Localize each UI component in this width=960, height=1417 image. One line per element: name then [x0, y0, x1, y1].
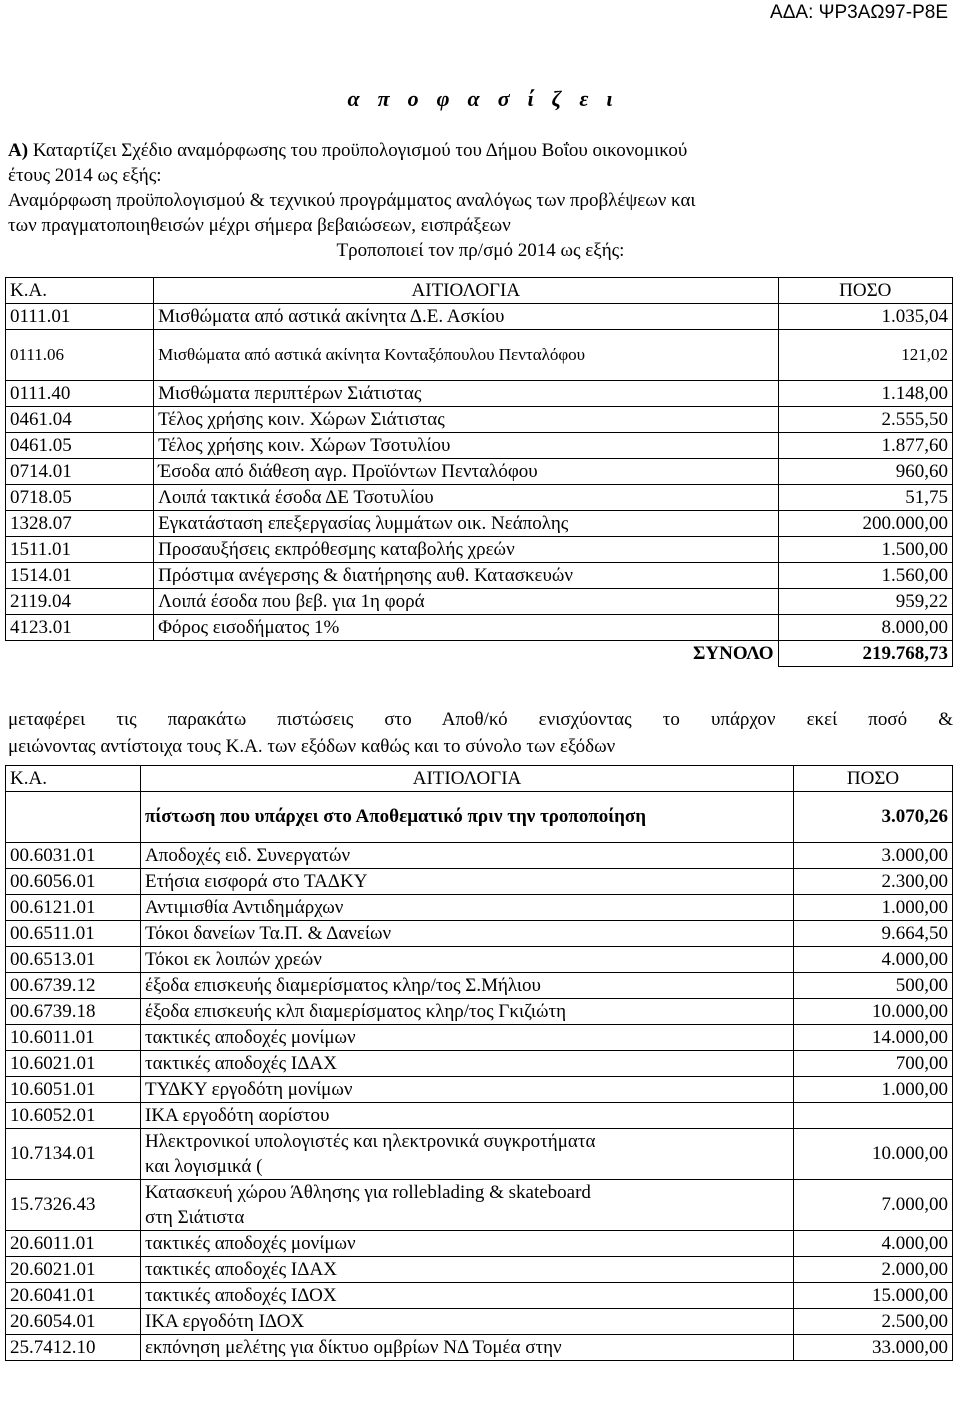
row-description: Μισθώματα περιπτέρων Σιάτιστας	[154, 381, 778, 407]
row-amount: 1.000,00	[794, 1077, 953, 1103]
row-code: 00.6513.01	[6, 947, 141, 973]
row-amount: 121,02	[778, 330, 953, 381]
row-description: ΙΚΑ εργοδότη ΙΔΟΧ	[141, 1309, 794, 1335]
row-amount: 2.300,00	[794, 869, 953, 895]
row-amount: 3.000,00	[794, 843, 953, 869]
row-code: 00.6121.01	[6, 895, 141, 921]
intro-line: Αναμόρφωση προϋπολογισμού & τεχνικού προγράμματος αναλόγως των προβλέψεων και	[8, 190, 696, 211]
row-code: 00.6511.01	[6, 921, 141, 947]
row-amount: 4.000,00	[794, 947, 953, 973]
table-header-row	[6, 766, 953, 792]
row-code: 1511.01	[6, 537, 154, 563]
table-row	[6, 381, 953, 407]
heading-letter: α	[467, 86, 480, 111]
table-row	[6, 1283, 953, 1309]
row-code: 00.6739.18	[6, 999, 141, 1025]
transfer-paragraph	[8, 706, 953, 760]
table-row	[6, 1231, 953, 1257]
row-amount: 2.500,00	[794, 1309, 953, 1335]
intro-line	[8, 138, 953, 163]
row-code: 25.7412.10	[6, 1335, 141, 1361]
row-amount: 10.000,00	[794, 1129, 953, 1180]
row-amount: 1.877,60	[778, 433, 953, 459]
row-amount: 9.664,50	[794, 921, 953, 947]
row-amount: 1.148,00	[778, 381, 953, 407]
reserve-table	[5, 765, 953, 1361]
row-description: ΤΥΔΚΥ εργοδότη μονίμων	[141, 1077, 794, 1103]
row-amount: 3.070,26	[794, 792, 953, 843]
row-code: 00.6031.01	[6, 843, 141, 869]
column-header-amount: ΠΟΣΟ	[778, 278, 953, 304]
table-row	[6, 511, 953, 537]
row-description: Τέλος χρήσης κοιν. Χώρων Σιάτιστας	[154, 407, 778, 433]
row-description: Τέλος χρήσης κοιν. Χώρων Τσοτυλίου	[154, 433, 778, 459]
row-description: Λοιπά τακτικά έσοδα ΔΕ Τσοτυλίου	[154, 485, 778, 511]
row-code: 15.7326.43	[6, 1180, 141, 1231]
heading-letter: ί	[527, 86, 534, 111]
total-row	[6, 641, 953, 667]
row-amount: 10.000,00	[794, 999, 953, 1025]
table-row	[6, 843, 953, 869]
row-description: τακτικές αποδοχές ΙΔΑΧ	[141, 1051, 794, 1077]
table-row	[6, 1025, 953, 1051]
row-code: 00.6056.01	[6, 869, 141, 895]
heading-letter: ζ	[551, 86, 562, 111]
document-code: ΑΔΑ: ΨΡ3ΑΩ97-Ρ8Ε	[770, 2, 948, 23]
row-description: Έσοδα από διάθεση αγρ. Προϊόντων Πενταλόφου	[154, 459, 778, 485]
row-code: 0461.05	[6, 433, 154, 459]
row-code: 10.7134.01	[6, 1129, 141, 1180]
row-description: Ηλεκτρονικοί υπολογιστές και ηλεκτρονικά συγκροτήματα και λογισμικά (	[141, 1129, 794, 1180]
row-code: 10.6021.01	[6, 1051, 141, 1077]
transfer-line: μειώνοντας αντίστοιχα τους Κ.Α. των εξόδων καθώς και το σύνολο των εξόδων	[8, 736, 616, 757]
row-amount: 1.035,04	[778, 304, 953, 330]
row-description: Προσαυξήσεις εκπρόθεσμης καταβολής χρεών	[154, 537, 778, 563]
table-row	[6, 330, 953, 381]
table-row	[6, 895, 953, 921]
row-description: πίστωση που υπάρχει στο Αποθεματικό πριν την τροποποίηση	[141, 792, 794, 843]
row-code: 00.6739.12	[6, 973, 141, 999]
row-amount: 959,22	[778, 589, 953, 615]
row-description: Τόκοι εκ λοιπών χρεών	[141, 947, 794, 973]
table-row	[6, 433, 953, 459]
row-code: 1328.07	[6, 511, 154, 537]
table-row	[6, 869, 953, 895]
table-row	[6, 947, 953, 973]
row-amount: 960,60	[778, 459, 953, 485]
row-amount: 51,75	[778, 485, 953, 511]
row-code: 0111.01	[6, 304, 154, 330]
table-row	[6, 407, 953, 433]
row-code: 0718.05	[6, 485, 154, 511]
revenue-table	[5, 277, 953, 667]
total-spacer	[6, 641, 154, 667]
heading-letter: π	[377, 86, 390, 111]
row-amount: 7.000,00	[794, 1180, 953, 1231]
row-code: 10.6051.01	[6, 1077, 141, 1103]
row-description: Αποδοχές ειδ. Συνεργατών	[141, 843, 794, 869]
table-row	[6, 1103, 953, 1129]
intro-subtitle: Τροποποιεί τον πρ/σμό 2014 ως εξής:	[336, 240, 625, 261]
table-row	[6, 1077, 953, 1103]
table-row	[6, 537, 953, 563]
row-code: 0714.01	[6, 459, 154, 485]
intro-paragraph	[8, 138, 953, 263]
table-row	[6, 1335, 953, 1361]
row-code	[6, 792, 141, 843]
column-header-code: Κ.Α.	[6, 278, 154, 304]
row-code: 0111.06	[6, 330, 154, 381]
row-description: Μισθώματα από αστικά ακίνητα Δ.Ε. Ασκίου	[154, 304, 778, 330]
row-code: 20.6054.01	[6, 1309, 141, 1335]
heading-letter: ι	[606, 86, 613, 111]
row-amount	[794, 1103, 953, 1129]
row-description: τακτικές αποδοχές μονίμων	[141, 1231, 794, 1257]
table-header-row	[6, 278, 953, 304]
table-row	[6, 459, 953, 485]
row-amount: 500,00	[794, 973, 953, 999]
table-row	[6, 563, 953, 589]
table-row	[6, 973, 953, 999]
row-code: 0461.04	[6, 407, 154, 433]
table-row	[6, 1257, 953, 1283]
row-amount: 1.560,00	[778, 563, 953, 589]
heading-letter: ο	[407, 86, 419, 111]
row-amount: 4.000,00	[794, 1231, 953, 1257]
row-amount: 14.000,00	[794, 1025, 953, 1051]
table-row	[6, 1180, 953, 1231]
row-description: Φόρος εισοδήματος 1%	[154, 615, 778, 641]
row-amount: 33.000,00	[794, 1335, 953, 1361]
transfer-line: μεταφέρει τις παρακάτω πιστώσεις στο Αποθ/κό ενισχύοντας το υπάρχον εκεί ποσό &	[8, 709, 953, 730]
row-description: τακτικές αποδοχές ΙΔΟΧ	[141, 1283, 794, 1309]
column-header-description: ΑΙΤΙΟΛΟΓΙΑ	[141, 766, 794, 792]
table-row	[6, 615, 953, 641]
heading-letter: α	[347, 86, 360, 111]
row-description: Μισθώματα από αστικά ακίνητα Κονταξόπουλου Πενταλόφου	[154, 330, 778, 381]
row-amount: 1.000,00	[794, 895, 953, 921]
row-description: Πρόστιμα ανέγερσης & διατήρησης αυθ. Κατασκευών	[154, 563, 778, 589]
row-description: Εγκατάσταση επεξεργασίας λυμμάτων οικ. Νεάπολης	[154, 511, 778, 537]
table-row	[6, 1051, 953, 1077]
row-code: 1514.01	[6, 563, 154, 589]
row-amount: 2.000,00	[794, 1257, 953, 1283]
row-amount: 1.500,00	[778, 537, 953, 563]
row-description: εκπόνηση μελέτης για δίκτυο ομβρίων ΝΔ Τομέα στην	[141, 1335, 794, 1361]
section-label: Α)	[8, 140, 29, 161]
row-amount: 700,00	[794, 1051, 953, 1077]
column-header-code: Κ.Α.	[6, 766, 141, 792]
table-row	[6, 1309, 953, 1335]
column-header-description: ΑΙΤΙΟΛΟΓΙΑ	[154, 278, 778, 304]
table-row	[6, 1129, 953, 1180]
row-amount: 200.000,00	[778, 511, 953, 537]
intro-line: έτους 2014 ως εξής:	[8, 165, 162, 186]
column-header-amount: ΠΟΣΟ	[794, 766, 953, 792]
row-description: τακτικές αποδοχές μονίμων	[141, 1025, 794, 1051]
row-code: 20.6011.01	[6, 1231, 141, 1257]
row-description: Λοιπά έσοδα που βεβ. για 1η φορά	[154, 589, 778, 615]
row-code: 20.6021.01	[6, 1257, 141, 1283]
intro-line: των πραγματοποιηθεισών μέχρι σήμερα βεβαιώσεων, εισπράξεων	[8, 215, 511, 236]
row-description: Κατασκευή χώρου Άθλησης για rolleblading & skateboard στη Σιάτιστα	[141, 1180, 794, 1231]
row-code: 2119.04	[6, 589, 154, 615]
row-description: ΙΚΑ εργοδότη αορίστου	[141, 1103, 794, 1129]
table-row	[6, 485, 953, 511]
total-value: 219.768,73	[778, 641, 953, 667]
row-description: Αντιμισθία Αντιδημάρχων	[141, 895, 794, 921]
table-row	[6, 999, 953, 1025]
row-description: Ετήσια εισφορά στο ΤΑΔΚΥ	[141, 869, 794, 895]
heading-letter: φ	[436, 86, 450, 111]
row-code: 4123.01	[6, 615, 154, 641]
heading-letter: σ	[497, 86, 510, 111]
table-row	[6, 589, 953, 615]
total-label: ΣΥΝΟΛΟ	[692, 642, 774, 664]
row-amount: 2.555,50	[778, 407, 953, 433]
decision-heading	[0, 86, 960, 112]
row-code: 10.6052.01	[6, 1103, 141, 1129]
row-code: 0111.40	[6, 381, 154, 407]
row-amount: 8.000,00	[778, 615, 953, 641]
row-amount: 15.000,00	[794, 1283, 953, 1309]
table-row	[6, 304, 953, 330]
intro-text: Καταρτίζει Σχέδιο αναμόρφωσης του προϋπολογισμού του Δήμου Βοΐου οικονομικού	[28, 140, 688, 161]
heading-letter: ε	[579, 86, 589, 111]
reserve-balance-row	[6, 792, 953, 843]
row-description: τακτικές αποδοχές ΙΔΑΧ	[141, 1257, 794, 1283]
row-description: Τόκοι δανείων Τα.Π. & Δανείων	[141, 921, 794, 947]
table-row	[6, 921, 953, 947]
row-code: 20.6041.01	[6, 1283, 141, 1309]
row-code: 10.6011.01	[6, 1025, 141, 1051]
row-description: έξοδα επισκευής διαμερίσματος κληρ/τος Σ.Μήλιου	[141, 973, 794, 999]
row-description: έξοδα επισκευής κλπ διαμερίσματος κληρ/τος Γκιζιώτη	[141, 999, 794, 1025]
